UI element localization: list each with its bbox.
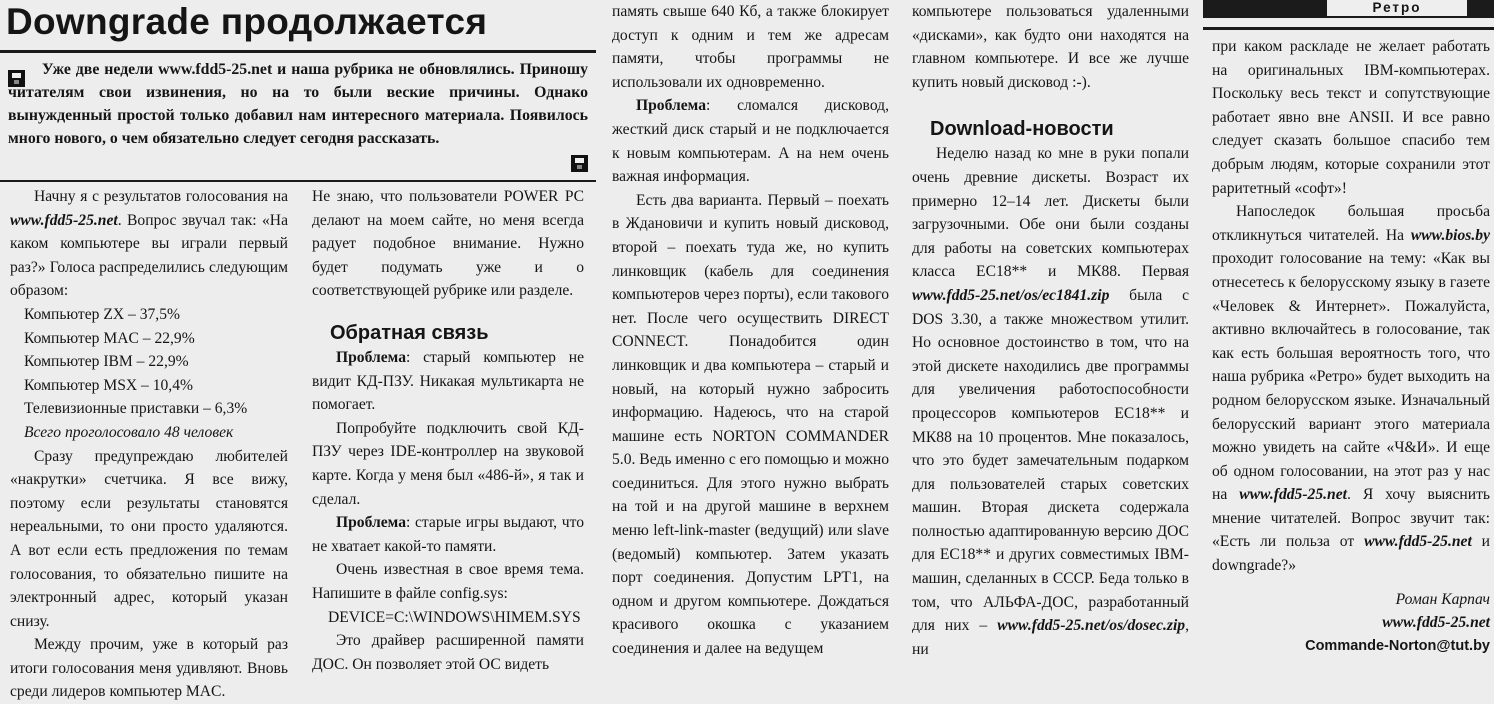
total-votes: Всего проголосовало 48 человек [24, 423, 234, 441]
bios-link[interactable]: www.bios.by [1410, 226, 1490, 244]
intro-lead: Уже две недели www.fdd5-25.net и наша рубрика не обновлялись. Приношу читателям свои извинения, но на то были веские причины. Однако вынужденный простой только добавил нам интересного материала. Появилось много нового, о чем обязательно следует сегодня рассказать. [8, 61, 588, 147]
column-4 [912, 0, 1189, 661]
config-code-line: DEVICE=C:\WINDOWS\HIMEM.SYS [328, 608, 581, 626]
section-rule [1203, 27, 1494, 30]
problem-1: Проблема: старый компьютер не видит КД-ПЗУ. Никакая мультикарта не помогает. [312, 348, 584, 414]
site-link-3[interactable]: www.fdd5-25.net [1364, 533, 1472, 551]
author-site-link[interactable]: www.fdd5-25.net [1382, 614, 1490, 632]
paragraph-ansii: при каком раскладе не желает работать на оригинальных IBM-компьютерах. Поскольку весь текст и сопутствующие работает явно вне ANSII. И все равно следует сказать большое спасибо тем добрым людям, которые сохранили этот раритетный «софт»! [1212, 38, 1490, 197]
title-underline [0, 50, 596, 53]
ec1841-link[interactable]: www.fdd5-25.net/os/ec1841.zip [912, 286, 1110, 304]
author-email[interactable]: Commande-Norton@tut.by [1305, 637, 1490, 654]
paragraph-power-pc: Не знаю, что пользователи POWER PC делают на моем сайте, но меня всегда радует подобное внимание. Нужно будет подумать уже и о соответствующей рубрике или разделе. [312, 188, 584, 300]
site-link[interactable]: www.fdd5-25.net [10, 211, 118, 229]
column-2 [312, 185, 584, 676]
result-item: Компьютер MSX – 10,4% [24, 376, 193, 394]
paragraph-two-variants: Есть два варианта. Первый – поехать в Ждановичи и купить новый дисковод, второй – поехать туда же, но купить линковщик (кабель для соединения компьютеров через порты), если такового нет. После чего осуществить DIRECT CONNECT. Понадобится один линковщик и два компьютера – старый и новый, на который нужно забросить информацию. Надеюсь, что на старой машине есть NORTON COMMANDER 5.0. Ведь именно с его помощью и можно соединиться. Для этого нужно выбрать на той и на другой машине в верхнем меню left-link-master (ведущий) или slave (ведомый) компьютер. Затем указать порт соединения. Допустим LPT1, на одном и другом компьютере. Дождаться красивого окошка с указанием соединения и далее на ведущем [612, 191, 890, 658]
section-label: Ретро [1372, 0, 1422, 15]
paragraph-warning: Сразу предупреждаю любителей «накрутки» счетчика. Я все вижу, поэтому если результаты становятся нереальными, то они просто удаляются. А вот если есть предложения по темам голосования, то обязательно пишите на электронный адрес, который указан снизу. [10, 447, 288, 630]
download-news-heading: Download-новости [930, 118, 1114, 141]
signature [1212, 588, 1490, 659]
author-name: Роман Карпач [1395, 590, 1490, 608]
column-5 [1212, 35, 1490, 658]
paragraph-driver: Это драйвер расширенной памяти ДОС. Он позволяет этой ОС видеть [312, 632, 584, 673]
column-1 [10, 185, 288, 704]
paragraph-old-diskettes: Неделю назад ко мне в руки попали очень древние дискеты. Возраст их примерно 12–14 лет. Дискеты были загрузочными. Обе они были созданы для работы на советских компьютерах класса ЕС18** и МК88. Первая www.fdd5-25.net/os/ec1841.zip была с DOS 3.30, а также множеством утилит. Но основное достоинство в том, что на этой дискете находились две программы для увеличения работоспособности процессоров компьютеров ЕС18** и МК88 на 10 процентов. Мне показалось, что это будет замечательным подарком для пользователей старых советских машин. Вторая дискета содержала полностью адаптированную версию ДОС для ЕС18** и других совместимых IBM-машин, сделанных в СССР. Беда только в том, что АЛЬФА-ДОС, разработанный для них – www.fdd5-25.net/os/dosec.zip, ни [912, 145, 1189, 658]
result-item: Компьютер ZX – 37,5% [24, 305, 180, 323]
problem-2: Проблема: старые игры выдают, что не хватает какой-то памяти. [312, 514, 584, 555]
paragraph-remote-disks: компьютере пользоваться удаленными «дисками», как будто они находятся на главном компьютере. И все же лучше купить новый дисковод :-). [912, 3, 1189, 91]
results-list [10, 303, 288, 445]
result-item: Компьютер MAC – 22,9% [24, 329, 195, 347]
paragraph-between: Между прочим, уже в который раз итоги голосования меня удивляют. Вновь среди лидеров компьютер MAC. [10, 636, 288, 701]
paragraph-memory: память свыше 640 Кб, а также блокирует доступ к одним и тем же адресам памяти, чтобы программы не использовали их одновременно. [612, 3, 889, 91]
problem-3: Проблема: сломался дисковод, жесткий диск старый и не подключается к новым компьютерам. А на нем очень важная информация. [612, 97, 889, 186]
column-3 [612, 0, 889, 661]
answer-2: Очень известная в свое время тема. Напишите в файле config.sys: [312, 561, 584, 602]
article-title: Downgrade продолжается [6, 1, 488, 42]
result-item: Компьютер IBM – 22,9% [24, 353, 189, 371]
floppy-disk-end-icon [571, 155, 588, 172]
feedback-heading: Обратная связь [330, 321, 489, 344]
site-link-2[interactable]: www.fdd5-25.net [1239, 486, 1347, 504]
answer-1: Попробуйте подключить свой КД-ПЗУ через IDE-контроллер на звуковой карте. Когда у меня был «486-й», я так и сделал. [312, 419, 584, 508]
dosec-link[interactable]: www.fdd5-25.net/os/dosec.zip [997, 617, 1186, 635]
intro-underline [0, 180, 596, 182]
paragraph-voting-intro: Начну я с результатов голосования на www.fdd5-25.net. Вопрос звучал так: «На каком компьютере вы играли первый раз?» Голоса распределились следующим образом: [10, 188, 288, 300]
paragraph-request: Напоследок большая просьба откликнуться читателей. На www.bios.by проходит голосование на тему: «Как вы отнесетесь к белорусскому языку в газете «Человек & Интернет». Пожалуйста, активно включайтесь в голосование, так как есть большая вероятность того, что наша рубрика «Ретро» будет выходить на родном белорусском языке. Изначальный белорусский вариант этого материала можно увидеть на сайте «Ч&И». И еще об одном голосовании, на этот раз у нас на www.fdd5-25.net. Я хочу выяснить мнение читателей. Вопрос звучит так: «Есть ли польза от www.fdd5-25.net и downgrade?» [1212, 203, 1490, 575]
result-item: Телевизионные приставки – 6,3% [24, 400, 248, 418]
